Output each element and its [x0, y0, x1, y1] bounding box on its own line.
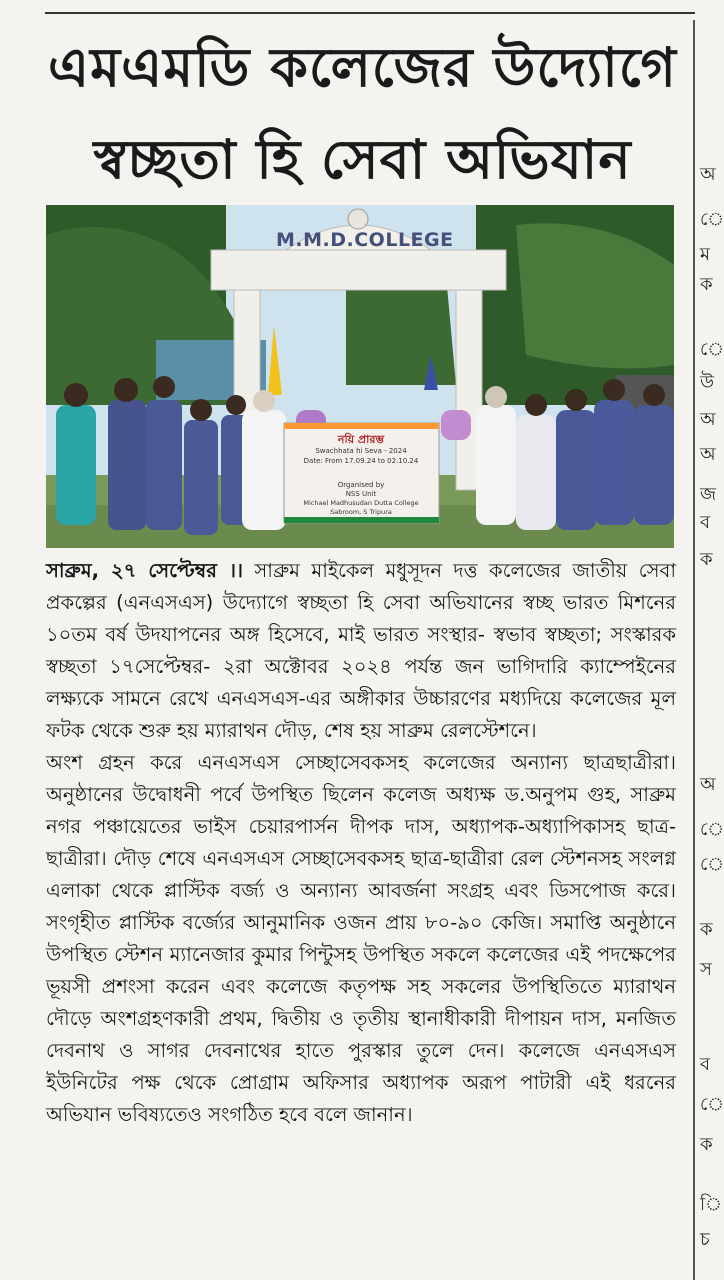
fragment-glyph: অ	[700, 164, 716, 185]
fragment-glyph: জ	[700, 484, 717, 505]
banner-line-1: Swachhata hi Seva - 2024	[315, 447, 407, 455]
fragment-glyph: অ	[700, 444, 716, 465]
fragment-glyph: ে	[700, 819, 724, 840]
news-photo	[46, 205, 674, 548]
headline	[40, 22, 685, 206]
paragraph-1-text: সাব্রুম মাইকেল মধুসূদন দত্ত কলেজের জাতীয় সেবা প্রকল্পের (এনএসএস) উদ্যোগে স্বচ্ছতা হি সেবা অভিযানের স্বচ্ছ ভারত মিশনের ১০তম বর্ষ উদযাপনের অঙ্গ হিসেবে, মাই ভারত সংস্থার- স্বভাব স্বচ্ছতা; সংস্কারক স্বচ্ছতা ১৭সেপ্টেম্বর- ২রা অক্টোবর ২০২৪ পর্যন্ত জন ভাগিদারি ক্যাম্পেইনের লক্ষ্যকে সামনে রেখে এনএসএস-এর অঙ্গীকার উচ্চারণের মধ্যদিয়ে কলেজের মূল ফটক থেকে শুরু হয় ম্যারাথন দৌড়, শেষ হয় সাব্রুম রেলস্টেশনে।	[46, 559, 677, 742]
banner-org-2: NSS Unit	[345, 490, 377, 498]
fragment-glyph: ে	[700, 854, 724, 875]
fragment-glyph: ক	[700, 274, 713, 295]
fragment-glyph: ব	[700, 512, 711, 533]
fragment-glyph: ক	[700, 919, 713, 940]
fragment-glyph: অ	[700, 774, 716, 795]
fragment-glyph: উ	[700, 372, 715, 393]
fragment-glyph: ম	[700, 244, 710, 265]
fragment-glyph: স	[700, 959, 712, 980]
fragment-glyph: ক	[700, 549, 713, 570]
fragment-glyph: চ	[700, 1229, 710, 1250]
dateline: সাব্রুম, ২৭ সেপ্টেম্বর ।।	[46, 559, 243, 582]
banner-org-4: Sabroom, S Tripura	[330, 508, 392, 516]
fragment-glyph: ক	[700, 1134, 713, 1155]
fragment-glyph: অ	[700, 409, 716, 430]
banner-line-2: Date: From 17.09.24 to 02.10.24	[303, 457, 419, 465]
fragment-glyph: ব	[700, 1054, 711, 1075]
top-rule	[45, 12, 695, 14]
article-body	[46, 555, 676, 1131]
fragment-glyph: ে	[700, 209, 724, 230]
adjacent-column-fragment	[700, 0, 724, 1280]
banner-org-3: Michael Madhusudan Dutta College	[303, 499, 419, 507]
headline-line-1: এমএমডি কলেজের উদ্যোগে	[48, 36, 677, 99]
fragment-glyph: ি	[700, 1194, 723, 1215]
fragment-glyph: ে	[700, 339, 724, 360]
headline-line-2: স্বচ্ছতা হি সেবা অভিযান	[93, 128, 632, 191]
fragment-glyph: ে	[700, 1094, 724, 1115]
gate-sign: M.M.D.COLLEGE	[276, 229, 454, 251]
banner-org-1: Organised by	[337, 481, 385, 489]
paragraph-1	[46, 555, 676, 747]
banner-top: নয়ি প্রারম্ভ	[337, 433, 385, 446]
paragraph-2: অংশ গ্রহন করে এনএসএস সেচ্ছাসেবকসহ কলেজের অন্যান্য ছাত্রছাত্রীরা। অনুষ্ঠানের উদ্বোধনী পর্বে উপস্থিত ছিলেন কলেজ অধ্যক্ষ ড.অনুপম গুহ, সাব্রুম নগর পঞ্চায়েতের ভাইস চেয়ারপার্সন দীপক দাস, অধ্যাপক-অধ্যাপিকাসহ ছাত্র-ছাত্রীরা। দৌড় শেষে এনএসএস সেচ্ছাসেবকসহ ছাত্র-ছাত্রীরা রেল স্টেশনসহ সংলগ্ন এলাকা থেকে প্লাস্টিক বর্জ্য ও অন্যান্য আবর্জনা সংগ্রহ এবং ডিসপোজ করে। সংগৃহীত প্লাস্টিক বর্জ্যের আনুমানিক ওজন প্রায় ৮০-৯০ কেজি। সমাপ্তি অনুষ্ঠানে উপস্থিত স্টেশন ম্যানেজার কুমার পিন্টুসহ উপস্থিত সকলে কলেজের এই পদক্ষেপের ভূয়সী প্রশংসা করেন এবং কলেজে কতৃপক্ষ সহ সকলের উপস্থিতিতে ম্যারাথন দৌড়ে অংশগ্রহণকারী প্রথম, দ্বিতীয় ও তৃতীয় স্থানাধীকারী দীপায়ন দাস, মনজিত দেবনাথ ও সাগর দেবনাথের হাতে পুরস্কার তুলে দেন। কলেজে এনএসএস ইউনিটের পক্ষ থেকে প্রোগ্রাম অফিসার অধ্যাপক অরূপ পাটারী এই ধরনের অভিযান ভবিষ্যতেও সংগঠিত হবে বলে জানান।	[46, 751, 676, 1126]
column-rule	[693, 20, 695, 1280]
